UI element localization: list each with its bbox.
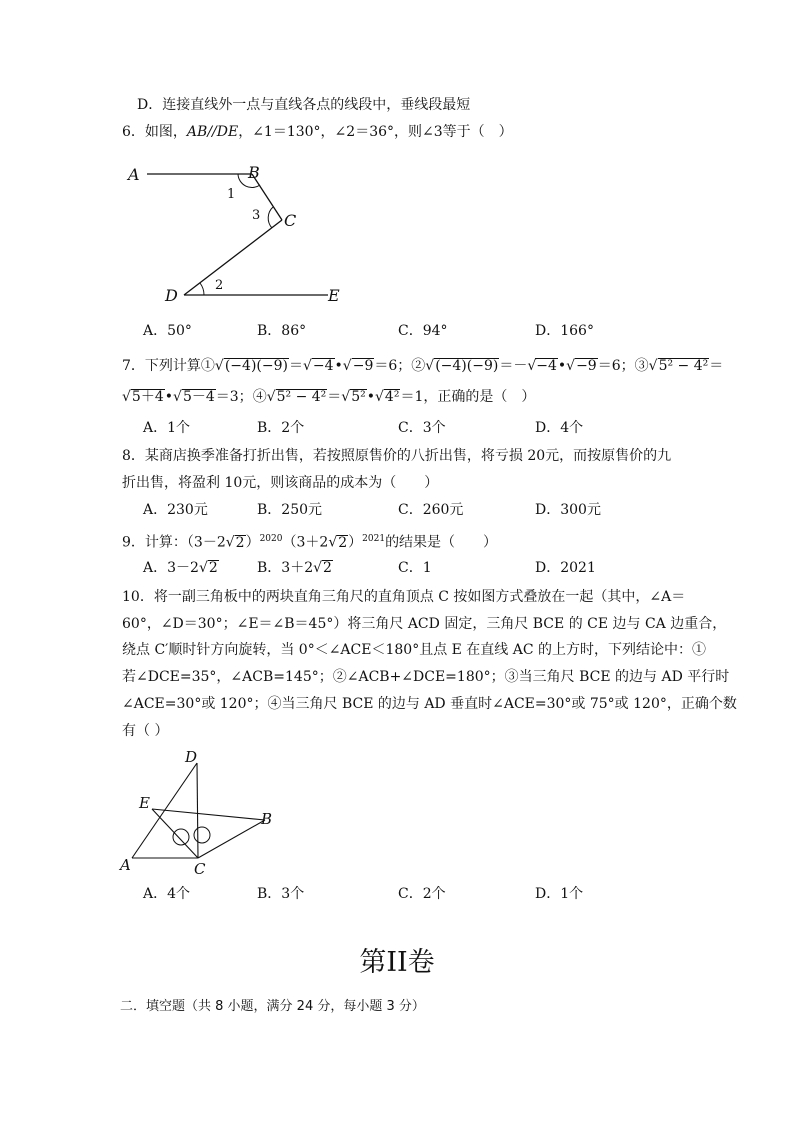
q9-option-a-text: A．3－2 (143, 560, 199, 576)
q7-eq-3: ＝ (709, 358, 724, 374)
q8-option-b: B．250元 (257, 502, 323, 518)
q10-option-c: C．2个 (398, 886, 446, 902)
q6-label-2: 2 (215, 278, 224, 293)
q6-stem-a: 6．如图， (122, 124, 187, 140)
q10-label-d: D (185, 748, 198, 766)
q7-root-2: (−4)(−9) (435, 358, 499, 374)
q6-arc-2 (200, 283, 204, 295)
q6-line-cd (184, 220, 282, 295)
q9-option-b-text: B．3＋2 (257, 560, 314, 576)
q7-root-4: 5² − 4² (276, 389, 327, 405)
q7-root-m9b: −9 (576, 358, 597, 374)
q10-angle-mark-1 (173, 829, 189, 845)
q6-label-b: B (248, 163, 260, 182)
q9-option-b: B．3＋2√2 (257, 560, 332, 576)
q7-circle-3: ③ (634, 358, 649, 374)
q5-option-d: D．连接直线外一点与直线各点的线段中，垂线段最短 (137, 97, 471, 113)
q9-option-a: A．3－2√2 (143, 560, 218, 576)
q10-label-c: C (194, 860, 206, 878)
q10-line-2: 60°，∠D＝30°；∠E＝∠B＝45°）将三角尺 ACD 固定，三角尺 BCE 的 CE 边与 CA 边重合， (122, 616, 727, 632)
q9-option-d: D．2021 (535, 560, 596, 576)
q6-stem (122, 122, 513, 142)
q7-eq6-2: ＝6； (597, 358, 635, 374)
q7-eq-1: ＝ (288, 358, 303, 374)
q6-label-1: 1 (227, 187, 236, 202)
q7-option-d: D．4个 (535, 420, 584, 436)
q7-dot-4: • (366, 389, 375, 405)
q6-label-a: A (128, 165, 140, 184)
q7-root-m4: −4 (312, 358, 334, 374)
q7-circle-2: ② (411, 358, 426, 374)
q7-option-c: C．3个 (398, 420, 446, 436)
section-heading: 二．填空题（共 8 小题，满分 24 分，每小题 3 分） (120, 999, 425, 1014)
q7-root-42: 4² (384, 389, 400, 405)
q7-num: 7．下列计算 (122, 358, 201, 374)
q7-root-1: (−4)(−9) (224, 358, 288, 374)
q7-eq6-1: ＝6； (374, 358, 412, 374)
q7-eq3: ＝3； (215, 389, 253, 405)
q10-option-b: B．3个 (257, 886, 305, 902)
q7-line2: √5＋4•√5－4＝3；④√5² − 4²＝√5²•√4²＝1，正确的是（ ） (122, 389, 536, 405)
q9-option-c: C．1 (398, 560, 432, 576)
q10-angle-mark-2 (194, 827, 210, 843)
q10-line-eb (152, 809, 265, 820)
q6-parallel: AB//DE (186, 124, 239, 140)
q6-label-e: E (328, 286, 340, 305)
q8-option-a: A．230元 (143, 502, 208, 518)
q6-option-a: A．50° (143, 323, 192, 339)
q10-label-b: B (261, 810, 273, 828)
q9-root-2b: 2 (338, 534, 348, 551)
q9-power-2020: 2020 (259, 534, 283, 544)
q6-option-c: C．94° (398, 323, 448, 339)
part-title: 第II卷 (359, 947, 435, 978)
q7-root-5p4: 5＋4 (131, 389, 164, 405)
q6-label-c: C (284, 211, 297, 230)
q10-label-a: A (120, 856, 131, 874)
q7-dot-2: • (557, 358, 567, 374)
q8-option-c: C．260元 (398, 502, 464, 518)
q10-line-ec (152, 809, 198, 858)
q10-line-dc (197, 763, 198, 858)
q7-eq-2: ＝ (499, 358, 514, 374)
q7-circle-4: ④ (252, 389, 267, 405)
q10-line-4: 若∠DCE=35°，∠ACB=145°；②∠ACB+∠DCE=180°；③当三角尺 BCE 的边与 AD 平行时 (122, 669, 730, 685)
q6-figure (120, 150, 360, 310)
q6-label-d: D (165, 286, 178, 305)
q7-root-m9: −9 (352, 358, 374, 374)
q9-option-a-root: 2 (208, 560, 218, 576)
q8-line1: 8．某商店换季准备打折出售，若按照原售价的八折出售，将亏损 20元，而按原售价的九 (122, 448, 672, 464)
q10-figure (115, 745, 285, 880)
q9-part-d: ） (348, 534, 363, 551)
q9-part-e: 的结果是（ ） (385, 534, 498, 551)
q7-dot-3: • (164, 389, 174, 405)
q10-line-1: 10．将一副三角板中的两块直角三角尺的直角顶点 C 按如图方式叠放在一起（其中，∠A＝ (122, 589, 686, 605)
q9-part-a: 9．计算：（3－2 (122, 534, 226, 551)
q9-part-b: ） (245, 534, 260, 551)
q9-root-2a: 2 (235, 534, 245, 551)
q10-option-a: A．4个 (143, 886, 191, 902)
q7-root-52: 5² (351, 389, 366, 405)
q10-line-6: 有（ ） (122, 723, 169, 739)
q9-part-c: （3＋2 (282, 534, 329, 551)
q7-root-5m4: 5－4 (182, 389, 215, 405)
q9-option-b-root: 2 (323, 560, 332, 576)
q8-line2: 折出售，将盈利 10元，则该商品的成本为（ ） (122, 475, 439, 491)
q10-line-3: 绕点 C′顺时针方向旋转，当 0°＜∠ACE＜180°且点 E 在直线 AC 的上方时，下列结论中：① (122, 642, 707, 658)
q7-option-a: A．1个 (143, 420, 191, 436)
q7-dot-1: • (334, 358, 343, 374)
q6-label-3: 3 (252, 208, 261, 223)
q7-tail: ＝1，正确的是（ ） (400, 389, 536, 405)
q7-root-3: 5² − 4² (658, 358, 709, 374)
q7-line1: 7．下列计算①√(−4)(−9)＝√−4•√−9＝6；②√(−4)(−9)＝－√−4•√−9＝6；③√5² − 4²＝ (122, 358, 724, 374)
q10-label-e: E (139, 794, 150, 812)
q7-circle-1: ① (200, 358, 215, 374)
q6-stem-b: ，∠1＝130°，∠2＝36°，则∠3等于（ ） (238, 124, 513, 140)
q9-power-2021: 2021 (362, 534, 386, 544)
q10-line-bc (198, 820, 265, 858)
q7-root-m4b: −4 (536, 358, 557, 374)
q6-option-b: B．86° (257, 323, 307, 339)
q10-line-5: ∠ACE=30°或 120°；④当三角尺 BCE 的边与 AD 垂直时∠ACE=30°或 75°或 120°，正确个数 (122, 696, 737, 712)
q9-stem: 9．计算：$(3-2√2)^{2020}(3+2√2)^{2021}$的结果是（ ） (122, 534, 498, 551)
q6-option-d: D．166° (535, 323, 594, 339)
q7-eq-4: ＝ (327, 389, 342, 405)
q8-option-d: D．300元 (535, 502, 601, 518)
q10-option-d: D．1个 (535, 886, 584, 902)
q7-option-b: B．2个 (257, 420, 305, 436)
q6-arc-3 (268, 207, 273, 228)
